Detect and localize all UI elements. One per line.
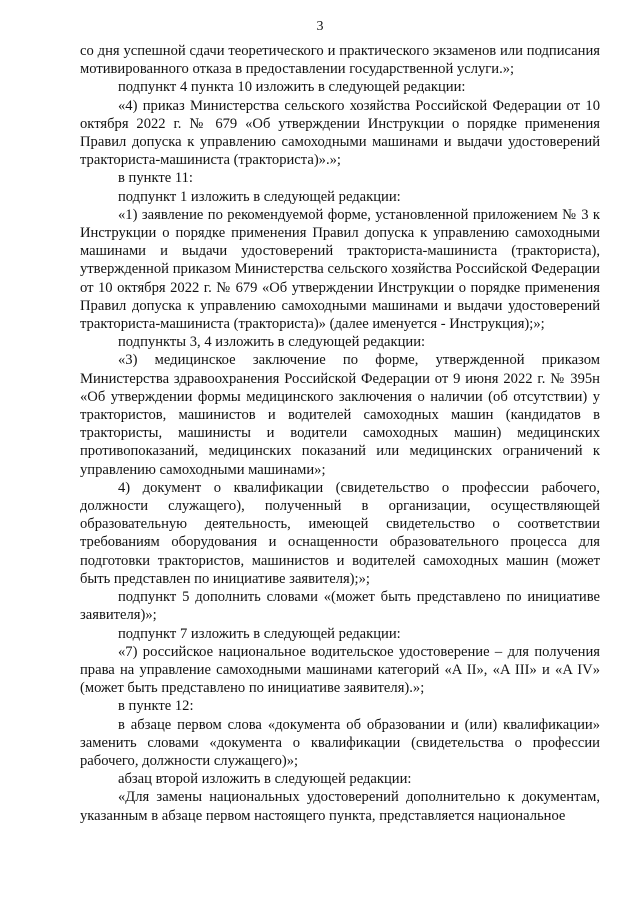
paragraph: подпункт 7 изложить в следующей редакции: bbox=[118, 625, 401, 642]
paragraph: «Для замены национальных удостоверений дополнительно к документам, указанным в абзаце первом настоящего пункта, представляется национальное bbox=[80, 789, 600, 824]
paragraph: «7) российское национальное водительское удостоверение – для получения права на управление самоходными машинами категорий «A II», «A III» и «A IV» (может быть представлено по инициативе заявителя).»; bbox=[80, 643, 600, 697]
paragraph: в пункте 12: bbox=[118, 698, 194, 715]
paragraph: 4) документ о квалификации (свидетельство о профессии рабочего, должности служащего), полученный в организации, осуществляющей образовательную деятельность, имеющей свидетельство о соответствии требованиям оборудования и оснащенности образовательного процесса для подготовки трактористов, машинистов и водителей самоходных машин (может быть представлен по инициативе заявителя);»; bbox=[80, 479, 600, 587]
paragraph: «3) медицинское заключение по форме, утвержденной приказом Министерства здравоохранения Российской Федерации от 9 июня 2022 г. № 395н «Об утверждении формы медицинского заключения о наличии (об отсутствии) у трактористов, машинистов и водителей самоходных машин (кандидатов в трактористы, машинисты и водители самоходных машин) медицинских противопоказаний, медицинских показаний или медицинских ограничений к управлению самоходными машинами»; bbox=[80, 352, 600, 478]
document-body bbox=[80, 42, 600, 825]
paragraph: «1) заявление по рекомендуемой форме, установленной приложением № 3 к Инструкции о порядке применения Правил допуска к управлению самоходными машинами и выдачи удостоверений тракториста-машиниста (тракториста), утвержденной приказом Министерства сельского хозяйства Российской Федерации от 10 октября 2022 г. № 679 «Об утверждении Инструкции о порядке применения Правил допуска к управлению самоходными машинами и выдачи удостоверений тракториста-машиниста (тракториста)» (далее именуется - Инструкция);»; bbox=[80, 206, 600, 333]
paragraph: подпункт 5 дополнить словами «(может быть представлено по инициативе заявителя)»; bbox=[80, 589, 600, 624]
page-number: 3 bbox=[316, 19, 324, 34]
paragraph: в абзаце первом слова «документа об образовании и (или) квалификации» заменить словами «документа о квалификации (свидетельства о профессии рабочего, должности служащего)»; bbox=[80, 716, 600, 769]
paragraph: со дня успешной сдачи теоретического и практического экзаменов или подписания мотивированного отказа в предоставлении государственной услуги.»; bbox=[80, 43, 600, 78]
paragraph: подпункты 3, 4 изложить в следующей редакции: bbox=[118, 334, 426, 351]
paragraph: абзац второй изложить в следующей редакции: bbox=[118, 771, 412, 788]
paragraph: подпункт 1 изложить в следующей редакции: bbox=[118, 188, 401, 205]
paragraph: подпункт 4 пункта 10 изложить в следующей редакции: bbox=[118, 79, 466, 96]
paragraph: в пункте 11: bbox=[118, 170, 193, 187]
paragraph: «4) приказ Министерства сельского хозяйства Российской Федерации от 10 октября 2022 г. № 679 «Об утверждении Инструкции о порядке применения Правил допуска к управлению самоходными машинами и выдачи удостоверений тракториста-машиниста (тракториста)».»; bbox=[80, 97, 600, 169]
